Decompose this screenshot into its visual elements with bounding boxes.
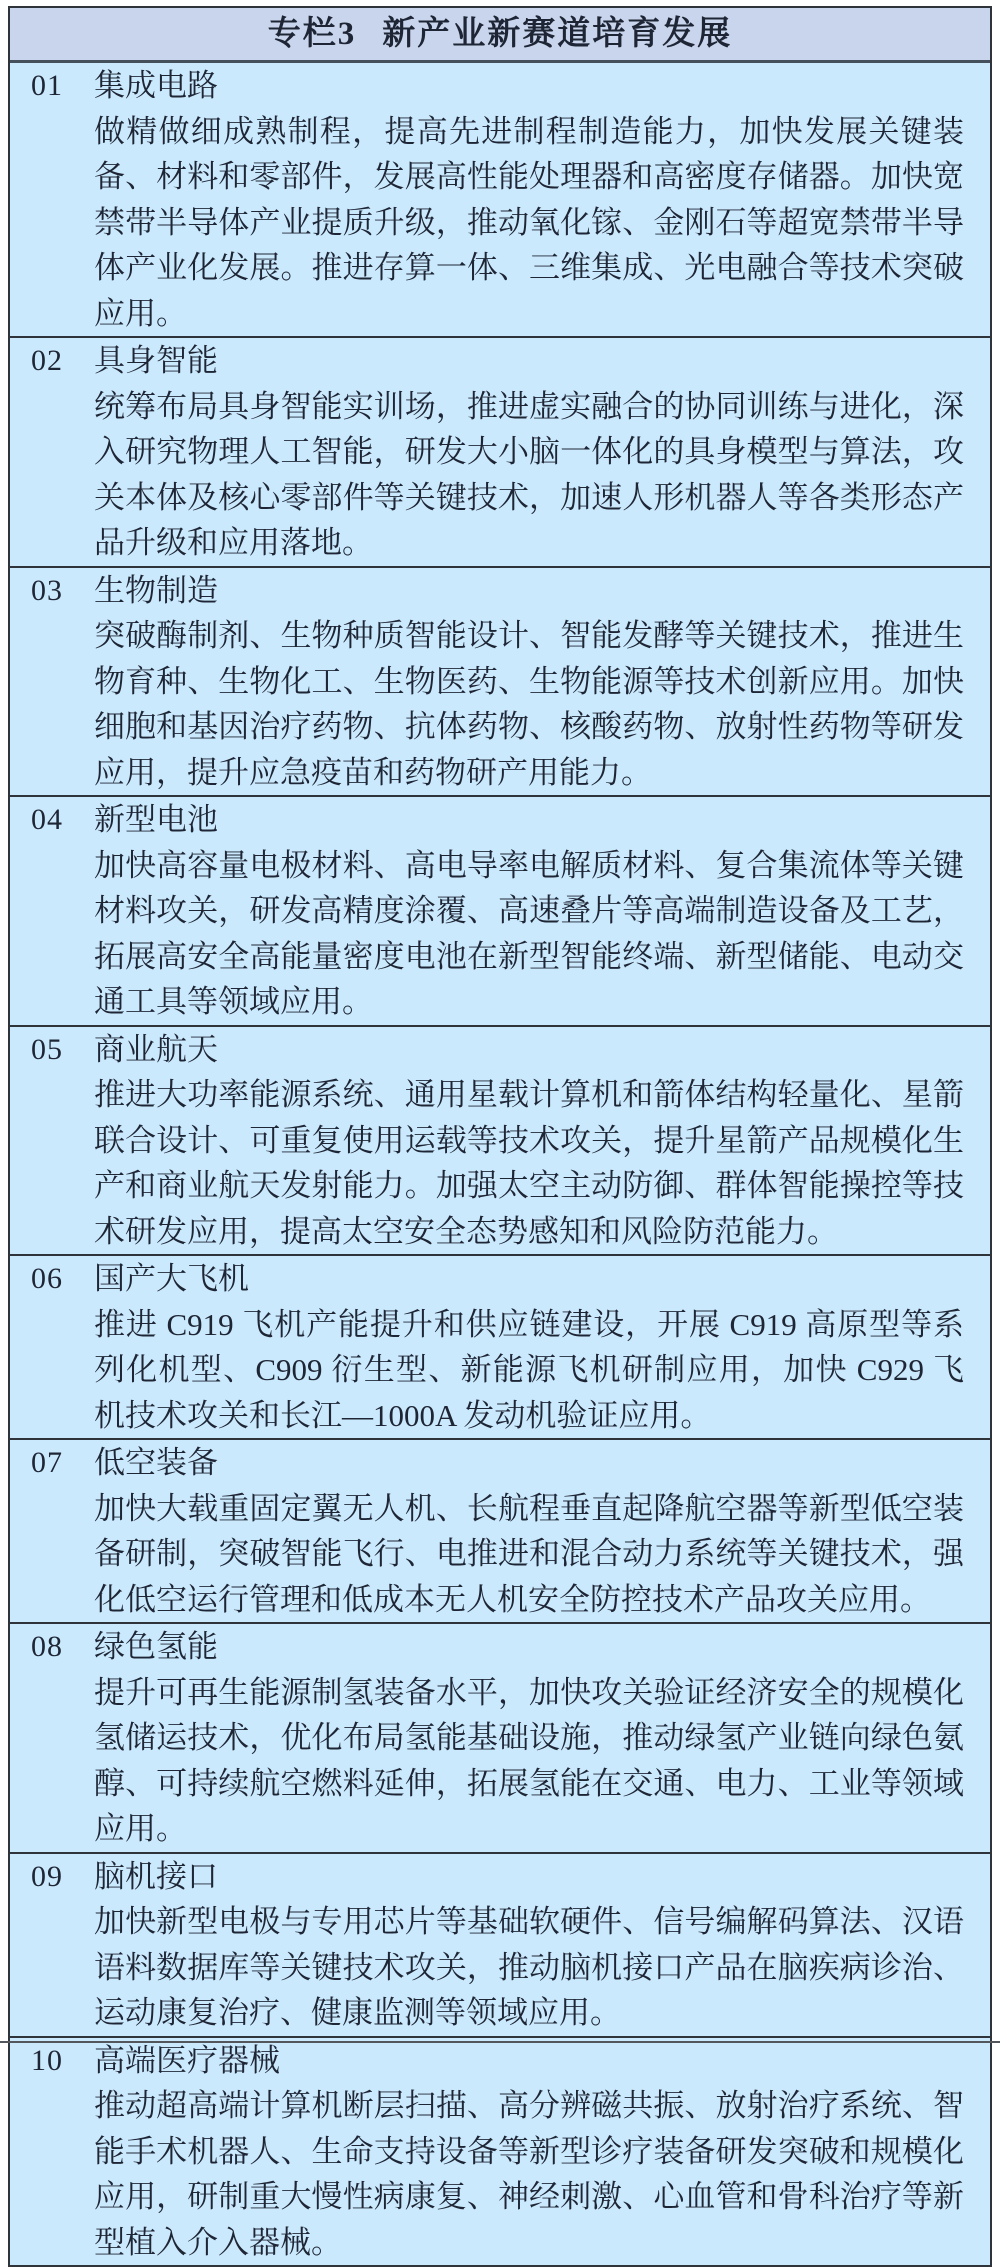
section-title: 集成电路 xyxy=(94,68,218,103)
section-number: 01 xyxy=(31,69,63,102)
section-item xyxy=(10,1438,990,1622)
section-title: 绿色氢能 xyxy=(94,1629,218,1664)
section-number: 08 xyxy=(31,1630,63,1663)
section-body: 统筹布局具身智能实训场，推进虚实融合的协同训练与进化，深入研究物理人工智能，研发大小脑一体化的具身模型与算法，攻关本体及核心零部件等关键技术，加速人形机器人等各类形态产品升级和应用落地。 xyxy=(94,388,964,560)
section-body: 推动超高端计算机断层扫描、高分辨磁共振、放射治疗系统、智能手术机器人、生命支持设备等新型诊疗装备研发突破和规模化应用，研制重大慢性病康复、神经刺激、心血管和骨科治疗等新型植入介入器械。 xyxy=(94,2088,964,2260)
section-title: 脑机接口 xyxy=(94,1858,218,1894)
section-body: 推进 C919 飞机产能提升和供应链建设，开展 C919 高原型等系列化机型、C909 衍生型、新能源飞机研制应用，加快 C929 飞机技术攻关和长江—1000A 发动机验证应用。 xyxy=(94,1306,964,1433)
section-title: 低空装备 xyxy=(94,1445,218,1480)
section-number: 06 xyxy=(31,1262,63,1295)
section-body: 推进大功率能源系统、通用星载计算机和箭体结构轻量化、星箭联合设计、可重复使用运载等技术攻关，提升星箭产品规模化生产和商业航天发射能力。加强太空主动防御、群体智能操控等技术研发应用，提高太空安全态势感知和风险防范能力。 xyxy=(94,1077,964,1249)
section-item xyxy=(10,1025,990,1255)
section-title: 具身智能 xyxy=(94,343,218,378)
panel-title-text: 新产业新赛道培育发展 xyxy=(382,16,733,52)
section-body: 加快大载重固定翼无人机、长航程垂直起降航空器等新型低空装备研制，突破智能飞行、电推进和混合动力系统等关键技术，强化低空运行管理和低成本无人机安全防控技术产品攻关应用。 xyxy=(94,1490,964,1617)
section-number: 07 xyxy=(31,1446,63,1479)
section-title: 商业航天 xyxy=(94,1031,218,1067)
panel-title-prefix: 专栏3 xyxy=(267,16,357,52)
section-body: 突破酶制剂、生物种质智能设计、智能发酵等关键技术，推进生物育种、生物化工、生物医药、生物能源等技术创新应用。加快细胞和基因治疗药物、抗体药物、核酸药物、放射性药物等研发应用，提升应急疫苗和药物研产用能力。 xyxy=(94,618,964,790)
page-bottom-rule xyxy=(0,2041,1000,2043)
section-number: 03 xyxy=(31,573,63,607)
section-body: 加快新型电极与专用芯片等基础软硬件、信号编解码算法、汉语语料数据库等关键技术攻关，推动脑机接口产品在脑疾病诊治、运动康复治疗、健康监测等领域应用。 xyxy=(94,1904,964,2030)
section-item xyxy=(10,1622,990,1852)
section-item xyxy=(10,1254,990,1438)
section-body: 加快高容量电极材料、高电导率电解质材料、复合集流体等关键材料攻关，研发高精度涂覆、高速叠片等高端制造设备及工艺，拓展高安全高能量密度电池在新型智能终端、新型储能、电动交通工具等领域应用。 xyxy=(94,847,964,1019)
section-item xyxy=(10,795,990,1025)
section-number: 05 xyxy=(31,1032,63,1066)
section-number: 10 xyxy=(31,2043,63,2077)
section-item xyxy=(10,336,990,566)
section-body: 做精做细成熟制程，提高先进制程制造能力，加快发展关键装备、材料和零部件，发展高性能处理器和高密度存储器。加快宽禁带半导体产业提质升级，推动氧化镓、金刚石等超宽禁带半导体产业化发展。推进存算一体、三维集成、光电融合等技术突破应用。 xyxy=(94,113,964,331)
section-item xyxy=(10,2036,990,2266)
section-item xyxy=(10,63,990,336)
section-title: 生物制造 xyxy=(94,572,218,608)
section-body: 提升可再生能源制氢装备水平，加快攻关验证经济安全的规模化氢储运技术，优化布局氢能基础设施，推动绿氢产业链向绿色氨醇、可持续航空燃料延伸，拓展氢能在交通、电力、工业等领域应用。 xyxy=(94,1674,964,1846)
column-panel xyxy=(8,6,992,2267)
section-number: 09 xyxy=(31,1859,63,1893)
section-title: 高端医疗器械 xyxy=(94,2042,280,2078)
section-title: 新型电池 xyxy=(94,802,218,837)
section-title: 国产大飞机 xyxy=(94,1261,249,1296)
section-number: 02 xyxy=(31,344,63,377)
section-number: 04 xyxy=(31,803,63,836)
section-item xyxy=(10,566,990,796)
panel-title xyxy=(10,8,990,63)
section-item xyxy=(10,1852,990,2036)
